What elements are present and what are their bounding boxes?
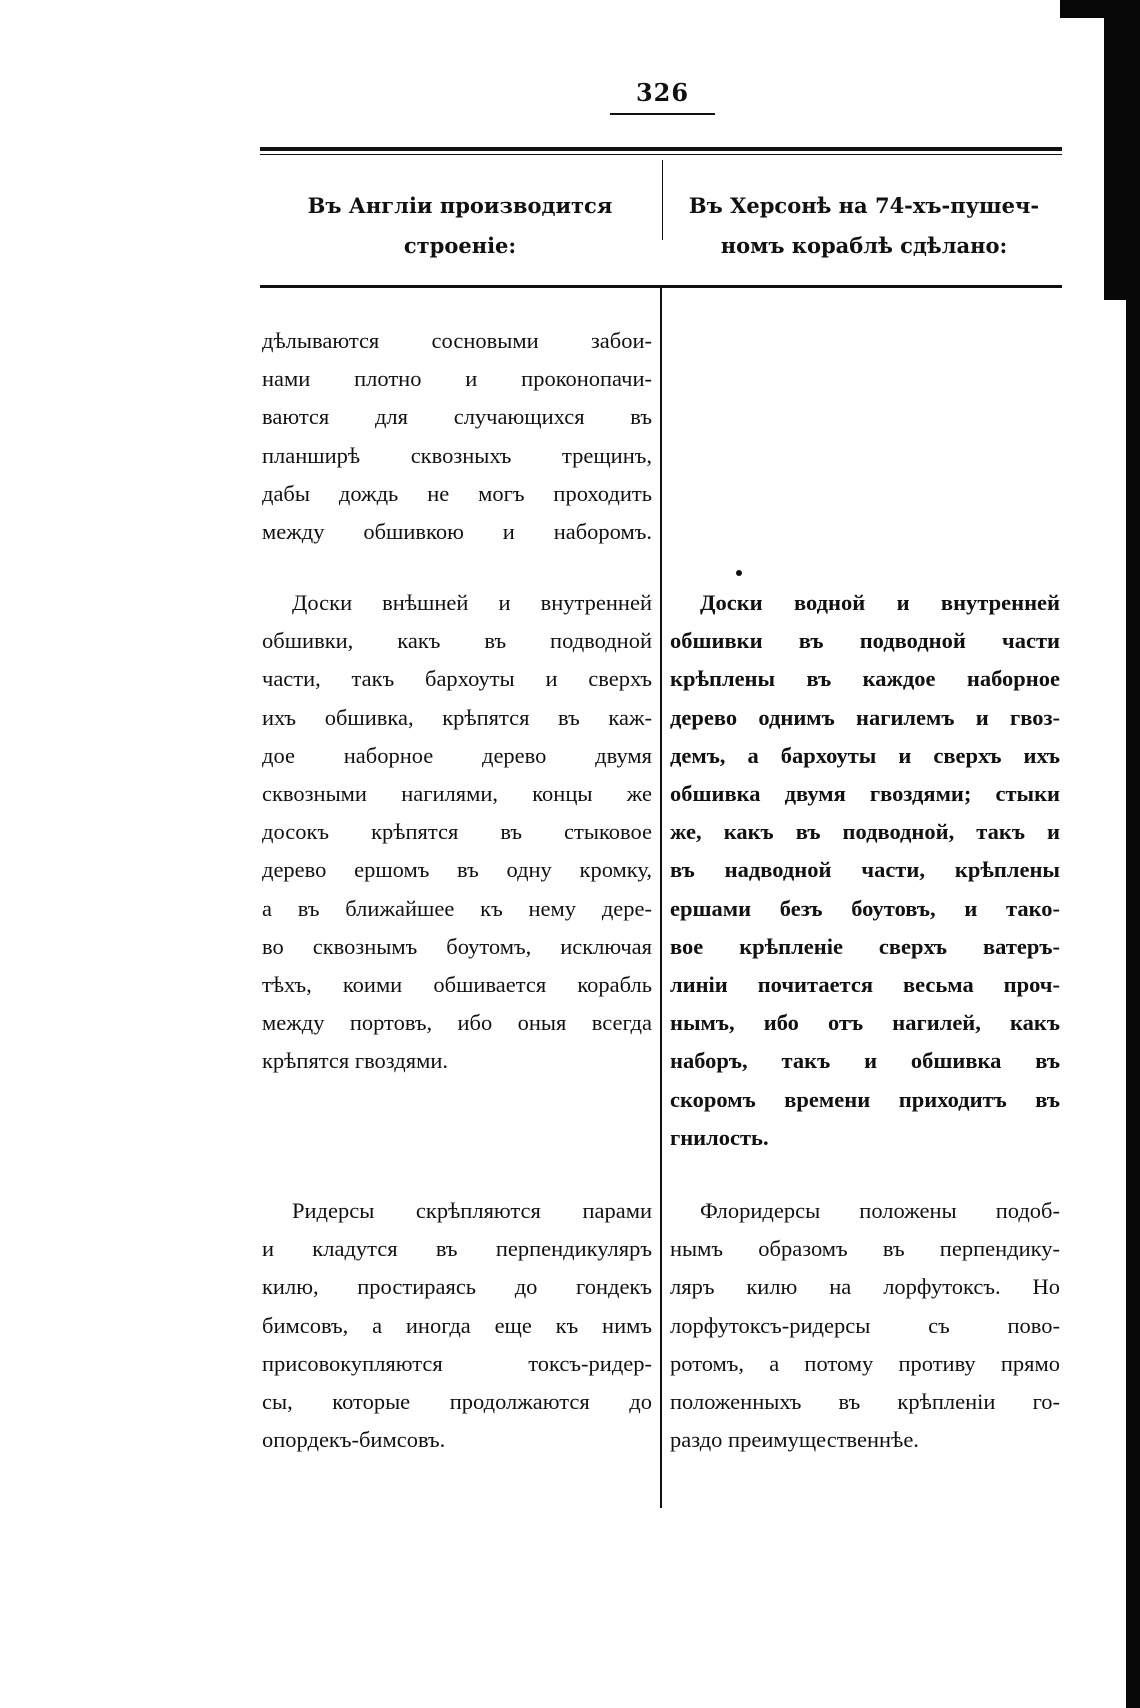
text-line: гнилость.	[670, 1124, 769, 1150]
text-line: Ридерсы скрѣпляются парами	[292, 1198, 652, 1223]
text-line: сы, которые продолжаются до	[262, 1389, 652, 1415]
text-line: крѣплены въ каждое наборное	[670, 666, 1060, 692]
text-line: демъ, а бархоуты и сверхъ ихъ	[670, 742, 1060, 768]
text-line: бимсовъ, а иногда еще къ нимъ	[262, 1312, 652, 1338]
right-paragraph-3	[670, 1192, 1060, 1459]
text-line: нымъ образомъ въ перпендику-	[670, 1236, 1060, 1262]
left-paragraph-3	[262, 1192, 652, 1459]
text-line: сквозными нагилями, концы же	[262, 781, 652, 807]
text-line: присовокупляются токсъ-ридер-	[262, 1350, 652, 1376]
text-line: раздо преимущественнѣе.	[670, 1427, 919, 1453]
right-paragraph-2	[670, 584, 1060, 1157]
text-line: нами плотно и проконопачи-	[262, 366, 652, 392]
text-line: Доски внѣшней и внутренней	[292, 590, 652, 615]
text-line: во сквознымъ боутомъ, исключая	[262, 933, 652, 959]
text-line: же, какъ въ подводной, такъ и	[670, 819, 1060, 845]
text-line: части, такъ бархоуты и сверхъ	[262, 666, 652, 692]
text-line: опордекъ-бимсовъ.	[262, 1427, 446, 1453]
left-column-header	[262, 186, 658, 266]
text-line: обшивки въ подводной части	[670, 628, 1060, 654]
text-line: ихъ обшивка, крѣпятся въ каж-	[262, 704, 652, 730]
text-line: дѣлываются сосновыми забои-	[262, 328, 652, 353]
text-line: ротомъ, а потому противу прямо	[670, 1350, 1060, 1376]
text-line: досокъ крѣпятся въ стыковое	[262, 819, 652, 845]
text-line: линіи почитается весьма проч-	[670, 972, 1060, 998]
page-number: 326	[610, 78, 715, 115]
page-edge-shadow-lower	[1126, 300, 1140, 1708]
text-line: нымъ, ибо отъ нагилей, какъ	[670, 1010, 1060, 1036]
text-line: наборъ, такъ и обшивка въ	[670, 1048, 1060, 1074]
text-line: и кладутся въ перпендикуляръ	[262, 1236, 652, 1262]
text-line: въ надводной части, крѣплены	[670, 857, 1060, 883]
right-header-line-2: номъ кораблѣ сдѣлано:	[720, 233, 1008, 258]
left-paragraph-1	[262, 322, 652, 551]
text-line: положенныхъ въ крѣпленіи го-	[670, 1389, 1060, 1415]
text-line: ваются для случающихся въ	[262, 404, 652, 430]
text-line: дое наборное дерево двумя	[262, 742, 652, 768]
text-line: Флоридерсы положены подоб-	[700, 1198, 1060, 1223]
left-header-line-1: Въ Англіи производится	[307, 193, 613, 218]
stray-dot-mark	[736, 570, 742, 576]
text-line: планширѣ сквозныхъ трещинъ,	[262, 442, 652, 468]
text-line: ляръ килю на лорфутоксъ. Но	[670, 1274, 1060, 1300]
top-double-rule-thick	[260, 147, 1062, 151]
text-line: скоромъ времени приходитъ въ	[670, 1086, 1060, 1112]
text-line: а въ ближайшее къ нему дере-	[262, 895, 652, 921]
right-header-line-1: Въ Херсонѣ на 74-хъ-пушеч-	[688, 193, 1040, 218]
text-line: лорфутоксъ-ридерсы съ пово-	[670, 1312, 1060, 1338]
text-line: вое крѣпленіе сверхъ ватеръ-	[670, 933, 1060, 959]
text-line: обшивки, какъ въ подводной	[262, 628, 652, 654]
text-line: килю, простираясь до гондекъ	[262, 1274, 652, 1300]
text-line: дабы дождь не могъ проходить	[262, 480, 652, 506]
text-line: ершами безъ боутовъ, и тако-	[670, 895, 1060, 921]
text-line: дерево ершомъ въ одну кромку,	[262, 857, 652, 883]
text-line: тѣхъ, коими обшивается корабль	[262, 972, 652, 998]
page-edge-corner	[1060, 0, 1140, 18]
page-edge-shadow	[1104, 0, 1140, 300]
column-divider	[660, 288, 662, 1508]
left-paragraph-2	[262, 584, 652, 1081]
header-column-divider	[662, 160, 663, 240]
text-line: крѣпятся гвоздями.	[262, 1048, 448, 1074]
text-line: Доски водной и внутренней	[700, 590, 1060, 615]
text-line: обшивка двумя гвоздями; стыки	[670, 781, 1060, 807]
top-double-rule-thin	[260, 154, 1062, 155]
left-header-line-2: строеніе:	[403, 233, 517, 258]
text-line: между обшивкою и наборомъ.	[262, 519, 652, 545]
text-line: дерево однимъ нагилемъ и гвоз-	[670, 704, 1060, 730]
text-line: между портовъ, ибо оныя всегда	[262, 1010, 652, 1036]
right-column-header	[668, 186, 1060, 266]
